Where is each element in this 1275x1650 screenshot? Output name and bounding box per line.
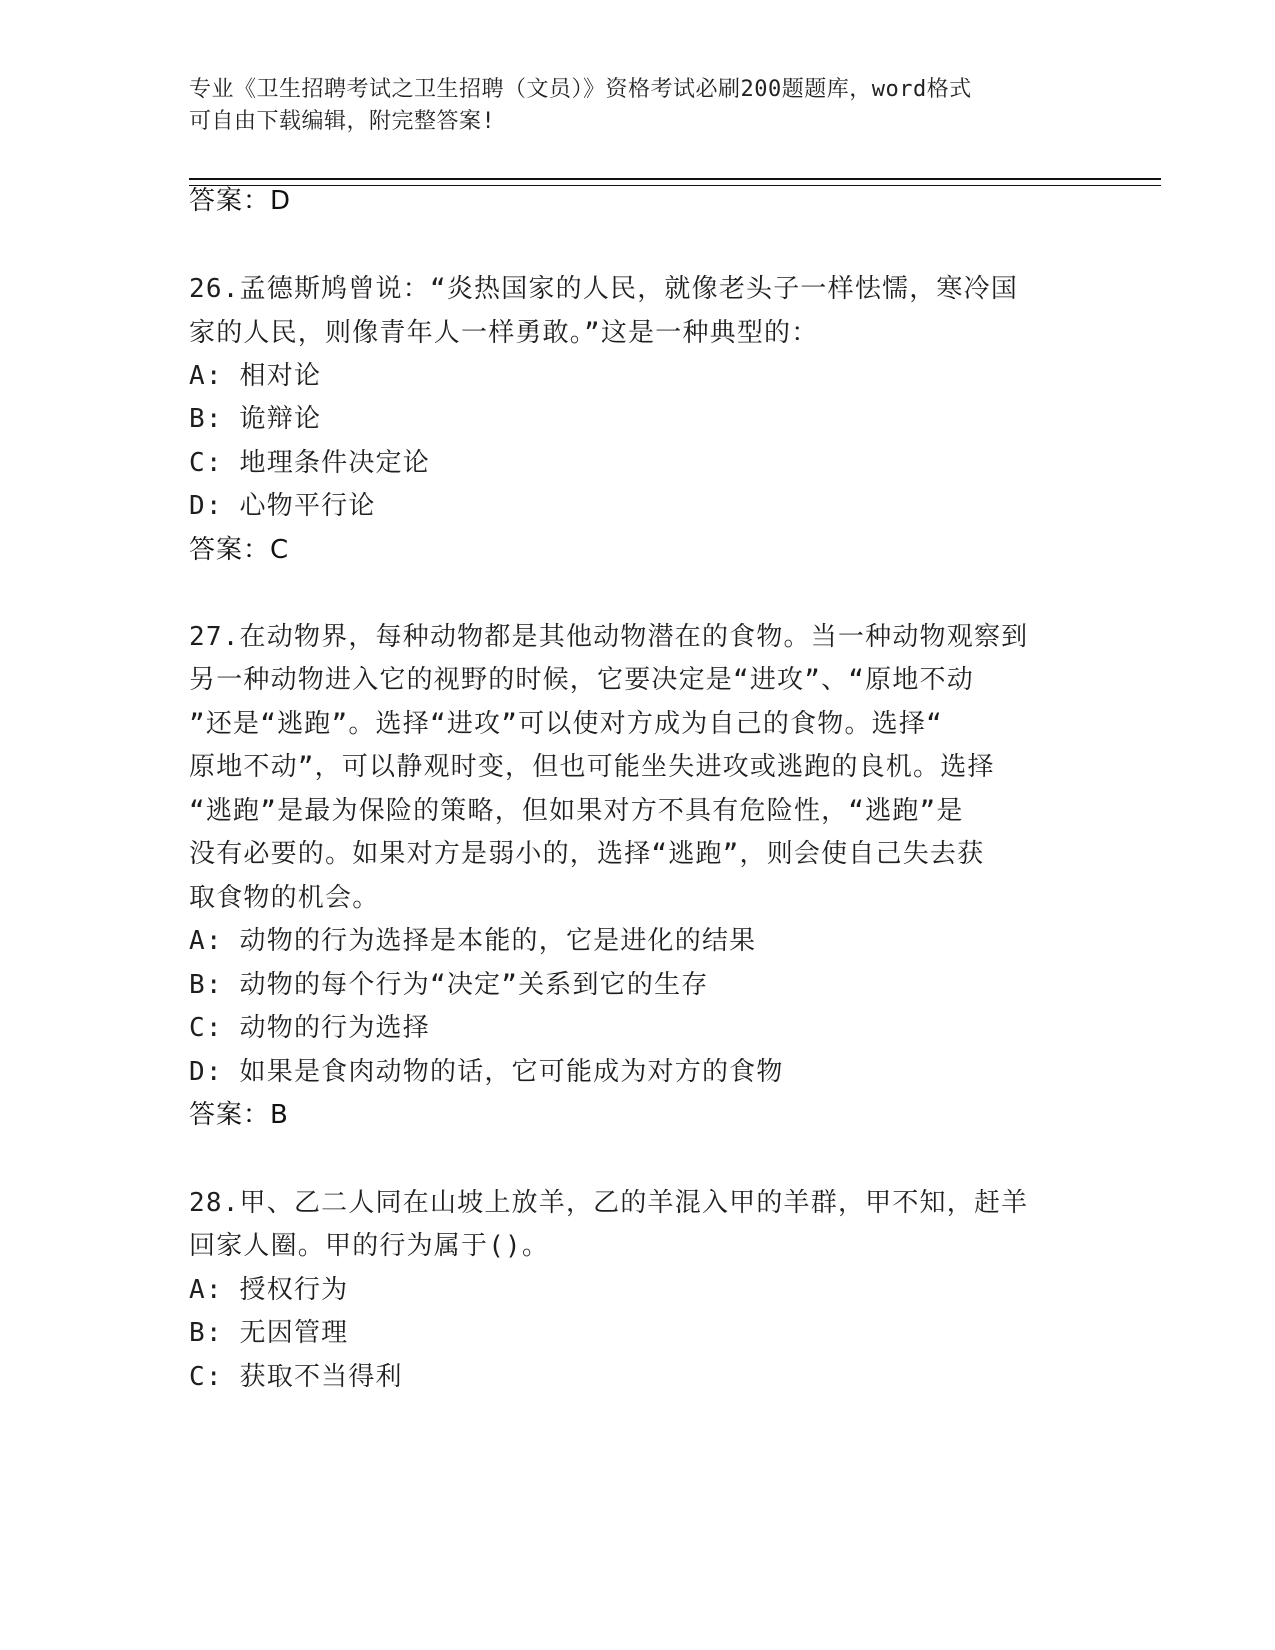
q27-option-d: D: 如果是食肉动物的话，它可能成为对方的食物 — [189, 1057, 784, 1087]
q27-stem-line-7: 取食物的机会。 — [189, 883, 380, 913]
header-line-1: 专业《卫生招聘考试之卫生招聘（文员）》资格考试必刷200题题库，word格式 — [189, 77, 972, 102]
header-divider — [189, 178, 1161, 186]
q28-option-c: C: 获取不当得利 — [189, 1362, 403, 1392]
q27-stem-line-3: ”还是“逃跑”。选择“进攻”可以使对方成为自己的食物。选择“ — [189, 709, 943, 739]
answer-25: 答案：D — [189, 186, 292, 216]
q26-option-d: D: 心物平行论 — [189, 491, 376, 521]
q27-stem-line-2: 另一种动物进入它的视野的时候，它要决定是“进攻”、“原地不动 — [189, 665, 974, 695]
q28-option-a: A: 授权行为 — [189, 1275, 349, 1305]
q27-option-c: C: 动物的行为选择 — [189, 1013, 430, 1043]
q27-stem-line-5: “逃跑”是最为保险的策略，但如果对方不具有危险性，“逃跑”是 — [189, 796, 964, 826]
q27-answer: 答案：B — [189, 1100, 289, 1130]
q28-option-b: B: 无因管理 — [189, 1318, 349, 1348]
q26-option-b: B: 诡辩论 — [189, 404, 322, 434]
q27-option-b: B: 动物的每个行为“决定”关系到它的生存 — [189, 970, 709, 1000]
q28-stem-line-1: 28.甲、乙二人同在山坡上放羊，乙的羊混入甲的羊群，甲不知，赶羊 — [189, 1188, 1029, 1218]
q27-stem-line-1: 27.在动物界，每种动物都是其他动物潜在的食物。当一种动物观察到 — [189, 622, 1029, 652]
q27-option-a: A: 动物的行为选择是本能的，它是进化的结果 — [189, 926, 757, 956]
q26-answer: 答案：C — [189, 535, 290, 565]
header-line-2: 可自由下载编辑，附完整答案! — [189, 109, 496, 134]
q27-stem-line-4: 原地不动”，可以静观时变，但也可能坐失进攻或逃跑的良机。选择 — [189, 752, 995, 782]
q28-stem-line-2: 回家人圈。甲的行为属于()。 — [189, 1231, 550, 1261]
q26-option-a: A: 相对论 — [189, 361, 322, 391]
q27-stem-line-6: 没有必要的。如果对方是弱小的，选择“逃跑”，则会使自己失去获 — [189, 839, 985, 869]
q26-stem-line-2: 家的人民，则像青年人一样勇敢。”这是一种典型的： — [189, 318, 819, 348]
page-header — [189, 74, 1069, 138]
q26-option-c: C: 地理条件决定论 — [189, 448, 430, 478]
q26-stem-line-1: 26.孟德斯鸠曾说：“炎热国家的人民，就像老头子一样怯懦，寒冷国 — [189, 274, 1019, 304]
